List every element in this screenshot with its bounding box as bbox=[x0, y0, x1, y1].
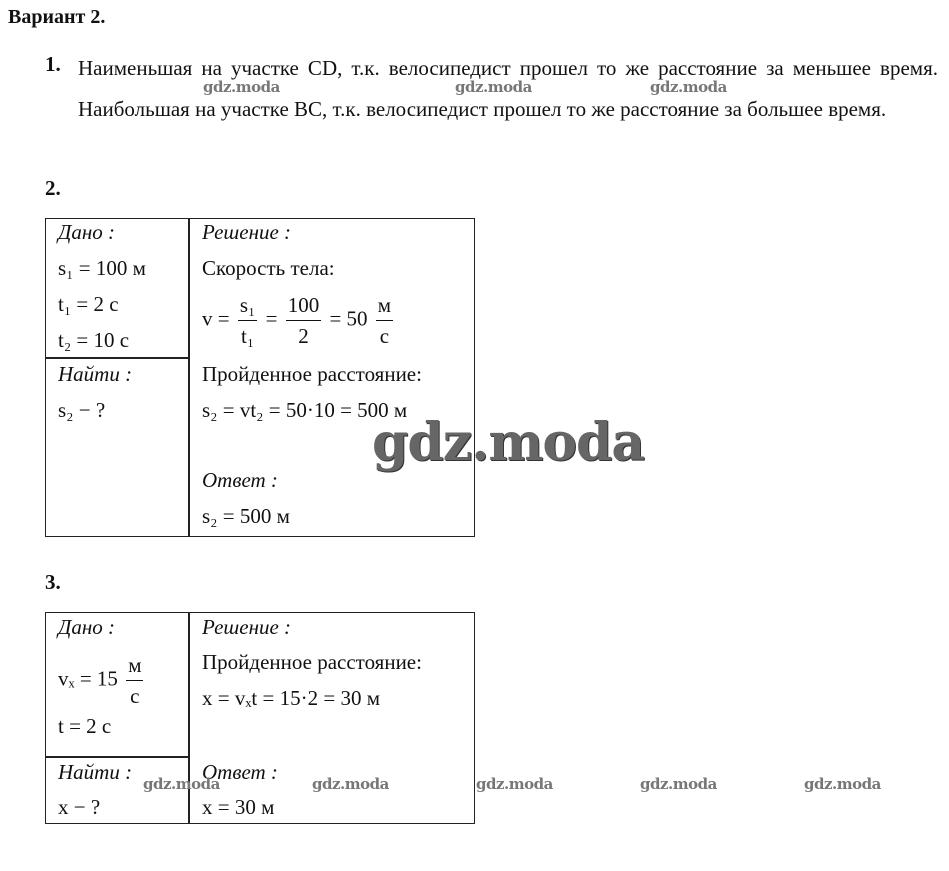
distance-formula: s₂ = vt₂ = 50·10 = 500 м bbox=[202, 398, 408, 422]
numerator: м bbox=[376, 290, 393, 321]
denominator: с bbox=[130, 684, 140, 708]
find-item: x − ? bbox=[58, 795, 101, 819]
answer-value: x = 30 м bbox=[202, 795, 275, 819]
unit-fraction bbox=[126, 650, 143, 711]
unit-fraction bbox=[376, 290, 393, 351]
given-item: s₁ = 100 м bbox=[58, 256, 146, 280]
given-label: Дано : bbox=[58, 615, 116, 639]
answer-value: s₂ = 500 м bbox=[202, 504, 290, 528]
watermark: gdz.moda bbox=[640, 775, 717, 793]
speed-label: Скорость тела: bbox=[202, 256, 335, 280]
watermark: gdz.moda bbox=[804, 775, 881, 793]
solution-label: Решение : bbox=[202, 220, 292, 244]
watermark: gdz.moda bbox=[476, 775, 553, 793]
formula-part: = 50 bbox=[329, 306, 368, 331]
formula-part: vₓ = 15 bbox=[58, 666, 118, 691]
speed-formula bbox=[202, 290, 396, 351]
watermark: gdz.moda bbox=[650, 78, 727, 96]
answer-label: Ответ : bbox=[202, 468, 278, 492]
formula-part: = bbox=[265, 306, 278, 331]
given-item: t₁ = 2 с bbox=[58, 292, 119, 316]
q1-answer-text: Наименьшая на участке CD, т.к. велосипедист прошел то же расстояние за меньшее время. Наибольшая на участке BC, т.к. велосипедист прошел то же расстояние за большее время. bbox=[78, 56, 938, 121]
denominator: t₁ bbox=[241, 324, 255, 348]
given-velocity bbox=[58, 650, 146, 711]
variant-title: Вариант 2. bbox=[8, 6, 106, 28]
given-time: t = 2 с bbox=[58, 714, 112, 738]
divider bbox=[45, 756, 189, 758]
distance-label: Пройденное расстояние: bbox=[202, 362, 422, 386]
fraction bbox=[286, 290, 322, 351]
numerator: s₁ bbox=[238, 290, 258, 321]
distance-label: Пройденное расстояние: bbox=[202, 650, 422, 674]
denominator: с bbox=[379, 324, 390, 348]
answer-label: Ответ : bbox=[202, 760, 278, 784]
given-label: Дано : bbox=[58, 220, 116, 244]
divider bbox=[188, 218, 190, 537]
divider bbox=[45, 357, 189, 359]
q1-number: 1. bbox=[45, 52, 61, 76]
solution-label: Решение : bbox=[202, 615, 292, 639]
watermark: gdz.moda bbox=[455, 78, 532, 96]
q2-number: 2. bbox=[45, 176, 61, 200]
q3-number: 3. bbox=[45, 570, 61, 594]
watermark: gdz.moda bbox=[203, 78, 280, 96]
numerator: 100 bbox=[286, 290, 322, 321]
find-item: s₂ − ? bbox=[58, 398, 106, 422]
numerator: м bbox=[126, 650, 143, 681]
given-item: t₂ = 10 с bbox=[58, 328, 130, 352]
watermark-logo: gdz.moda bbox=[372, 412, 645, 473]
distance-formula: x = vₓt = 15·2 = 30 м bbox=[202, 686, 380, 710]
find-label: Найти : bbox=[58, 362, 133, 386]
watermark: gdz.moda bbox=[143, 775, 220, 793]
fraction bbox=[238, 290, 258, 351]
formula-part: v = bbox=[202, 306, 230, 331]
watermark: gdz.moda bbox=[312, 775, 389, 793]
denominator: 2 bbox=[298, 324, 309, 348]
find-label: Найти : bbox=[58, 760, 133, 784]
